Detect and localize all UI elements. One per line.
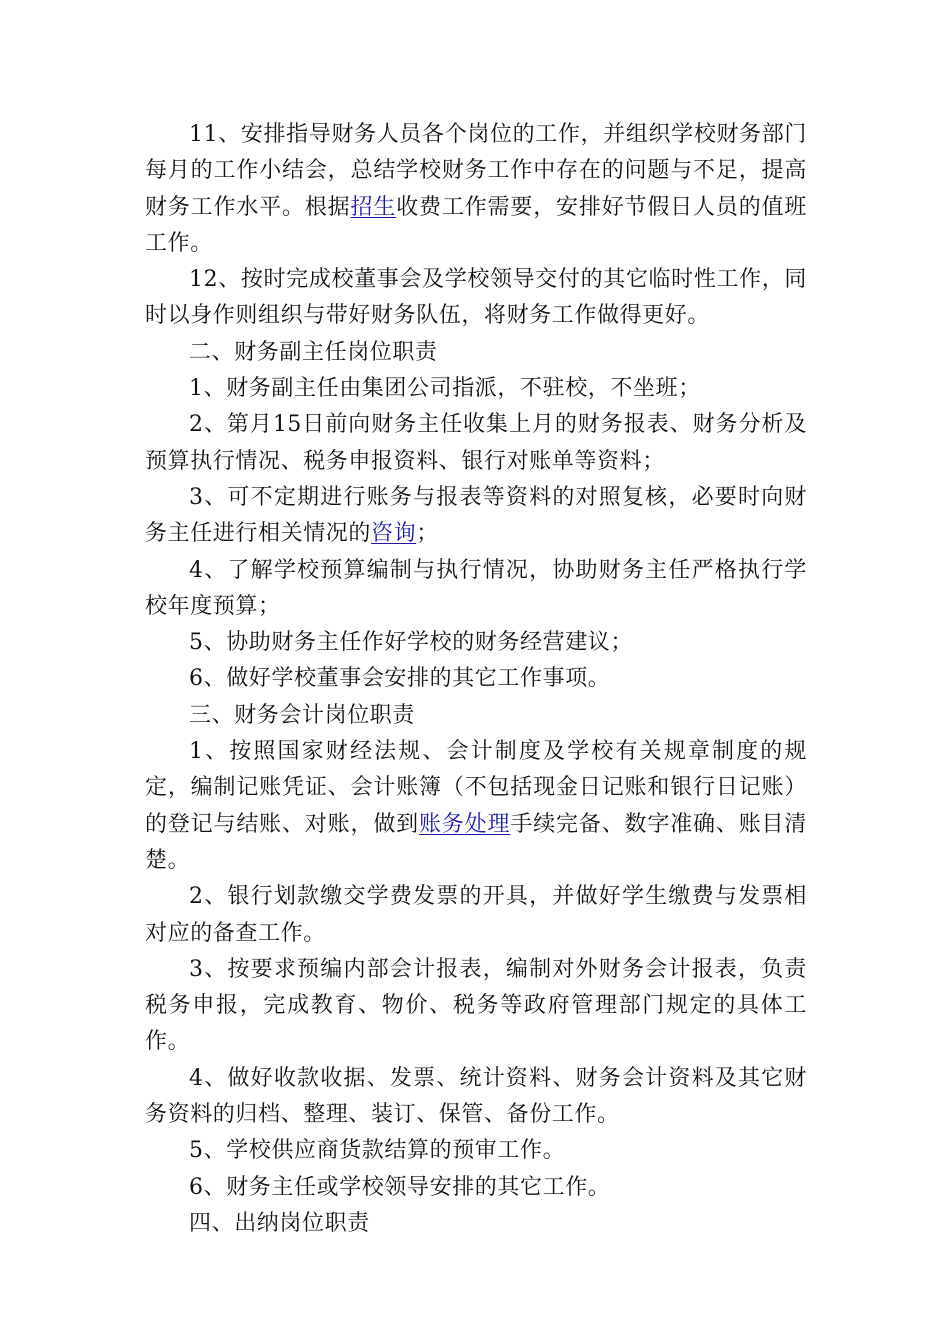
paragraph-text: 6、财务主任或学校领导安排的其它工作。 xyxy=(189,1174,611,1200)
paragraph xyxy=(145,1061,807,1134)
paragraph-text: 11、安排指导财务人员各个岗位的工作，并组织学校财务部门每月的工作小结会，总结学校财务工作中存在的问题与不足，提高财务工作水平。根据 xyxy=(145,122,807,220)
paragraph-text: 5、协助财务主任作好学校的财务经营建议； xyxy=(189,630,633,656)
paragraph-text: 4、做好收款收据、发票、统计资料、财务会计资料及其它财务资料的归档、整理、装订、保管、备份工作。 xyxy=(145,1065,807,1128)
paragraph-text: 手续完备、数字准确、账目清楚。 xyxy=(145,811,807,873)
paragraph-text: 6、做好学校董事会安排的其它工作事项。 xyxy=(189,666,611,692)
paragraph-text: 2、银行划款缴交学费发票的开具，并做好学生缴费与发票相对应的备查工作。 xyxy=(145,884,807,946)
paragraph xyxy=(145,553,807,626)
paragraph xyxy=(145,117,807,262)
paragraph-text: 三、财务会计岗位职责 xyxy=(189,702,416,728)
document-body xyxy=(145,117,807,1242)
paragraph xyxy=(145,734,807,879)
paragraph xyxy=(145,1133,807,1169)
paragraph xyxy=(145,879,807,952)
inline-link[interactable]: 账务处理 xyxy=(419,811,511,837)
paragraph xyxy=(145,952,807,1061)
paragraph-text: 1、按照国家财经法规、会计制度及学校有关规章制度的规定，编制记账凭证、会计账簿（不包括现金日记账和银行日记账）的登记与结账、对账，做到 xyxy=(145,739,807,837)
paragraph xyxy=(145,1206,807,1242)
paragraph xyxy=(145,661,807,697)
paragraph-text: 4、了解学校预算编制与执行情况，协助财务主任严格执行学校年度预算； xyxy=(145,557,807,619)
paragraph xyxy=(145,480,807,553)
paragraph-text: 2、第月15日前向财务主任收集上月的财务报表、财务分析及预算执行情况、税务申报资料、银行对账单等资料； xyxy=(145,412,807,474)
paragraph xyxy=(145,1170,807,1206)
inline-link[interactable]: 咨询 xyxy=(371,521,417,547)
paragraph xyxy=(145,698,807,734)
paragraph-text: 3、可不定期进行账务与报表等资料的对照复核，必要时向财务主任进行相关情况的 xyxy=(145,484,807,547)
paragraph-text: 12、按时完成校董事会及学校领导交付的其它临时性工作，同时以身作则组织与带好财务队伍，将财务工作做得更好。 xyxy=(145,267,807,329)
paragraph-text: ； xyxy=(416,521,439,547)
paragraph xyxy=(145,407,807,480)
inline-link[interactable]: 招生 xyxy=(350,194,397,220)
paragraph xyxy=(145,335,807,371)
paragraph xyxy=(145,625,807,661)
paragraph xyxy=(145,371,807,407)
paragraph-text: 3、按要求预编内部会计报表，编制对外财务会计报表，负责税务申报，完成教育、物价、税务等政府管理部门规定的具体工作。 xyxy=(145,956,807,1055)
paragraph-text: 5、学校供应商货款结算的预审工作。 xyxy=(189,1138,566,1164)
paragraph-text: 四、出纳岗位职责 xyxy=(189,1210,370,1236)
paragraph-text: 二、财务副主任岗位职责 xyxy=(189,339,438,365)
paragraph-text: 收费工作需要，安排好节假日人员的值班工作。 xyxy=(145,194,807,256)
paragraph-text: 1、财务副主任由集团公司指派，不驻校，不坐班； xyxy=(189,376,701,402)
paragraph xyxy=(145,262,807,335)
